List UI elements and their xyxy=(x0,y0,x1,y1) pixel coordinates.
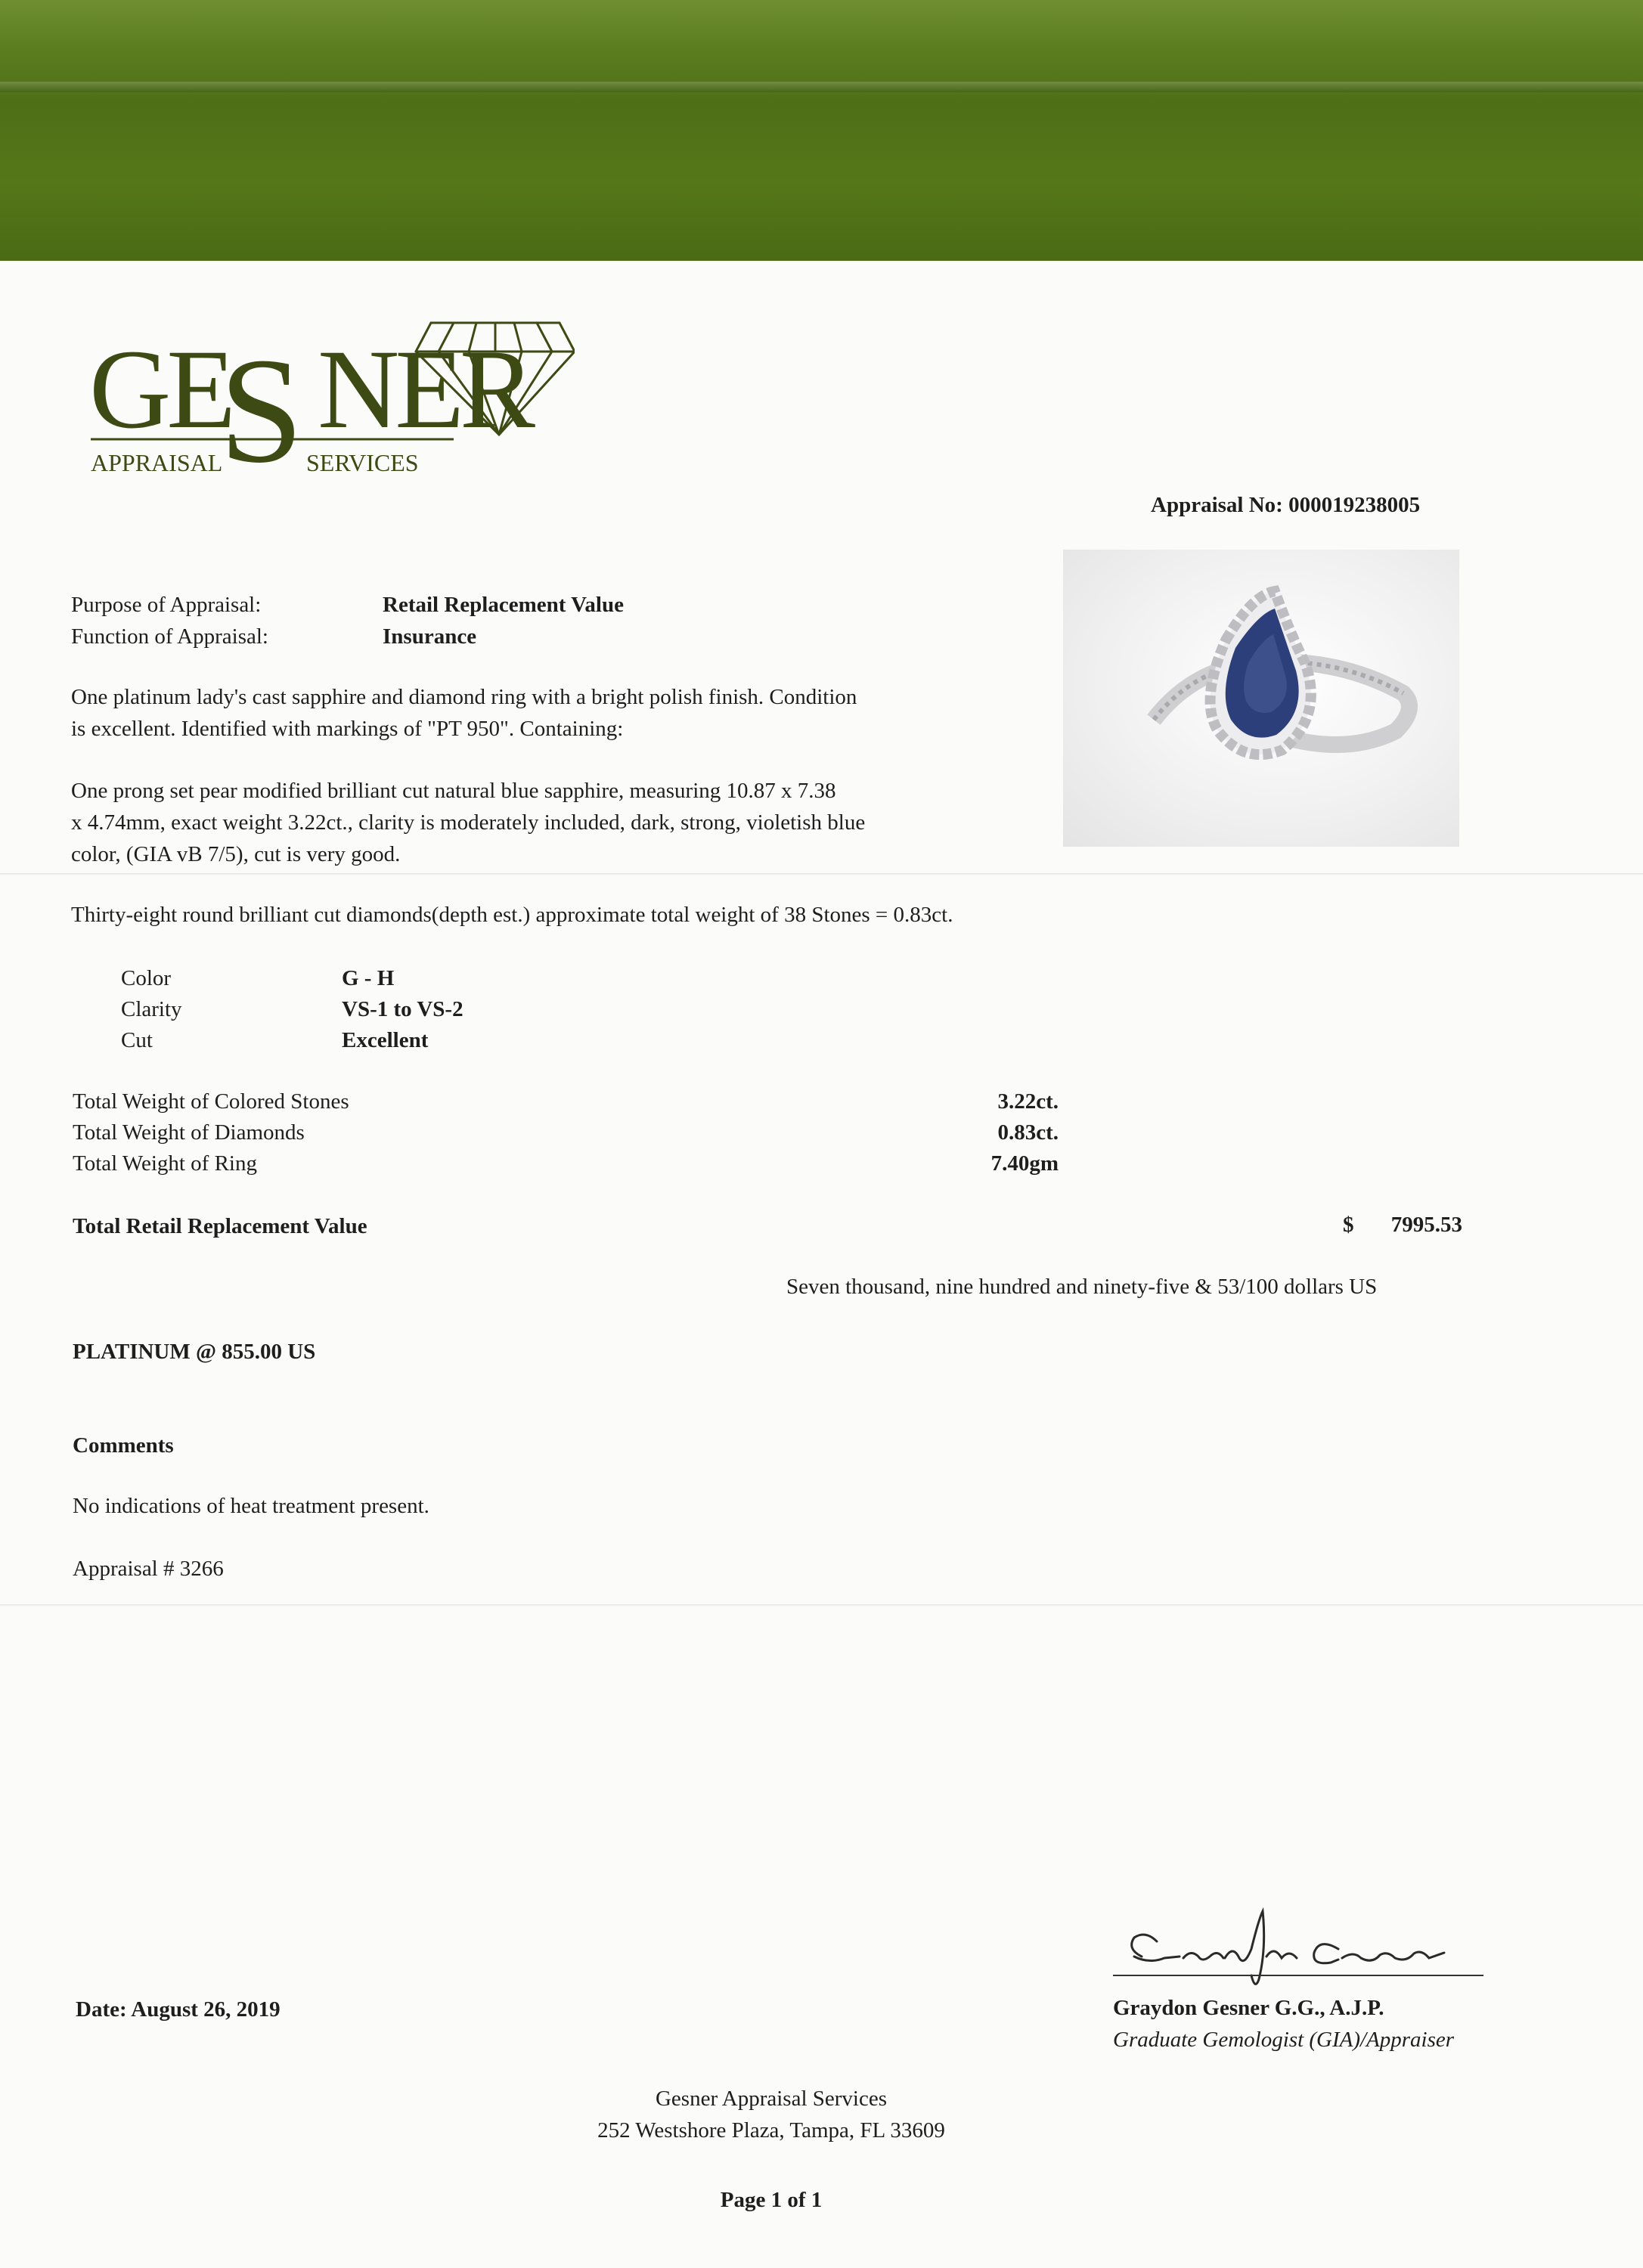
diamonds-description: Thirty-eight round brilliant cut diamonds(depth est.) approximate total weight of 38 Stones = 0.83ct. xyxy=(71,903,953,927)
appraisal-number xyxy=(1151,490,1420,520)
logo-services: SERVICES xyxy=(306,449,419,476)
weight-value: 3.22ct. xyxy=(997,1089,1059,1114)
platinum-price: PLATINUM @ 855.00 US xyxy=(73,1340,316,1364)
folder-background xyxy=(0,0,1643,261)
logo-ner: NER xyxy=(318,327,531,452)
grade-value: Excellent xyxy=(342,1028,429,1052)
function-label: Function of Appraisal: xyxy=(71,624,268,649)
weight-label: Total Weight of Colored Stones xyxy=(73,1089,349,1114)
signature-line xyxy=(1113,1975,1483,1976)
grade-value: VS-1 to VS-2 xyxy=(342,997,463,1021)
ring-description-line: is excellent. Identified with markings of "PT 950". Containing: xyxy=(71,717,624,741)
handwritten-signature xyxy=(1111,1904,1490,1994)
appraiser-title: Graduate Gemologist (GIA)/Appraiser xyxy=(1113,2028,1455,2052)
purpose-value: Retail Replacement Value xyxy=(383,593,624,617)
weight-label: Total Weight of Ring xyxy=(73,1151,257,1176)
paper-fold-line xyxy=(0,1604,1643,1606)
total-currency: $ xyxy=(1343,1213,1354,1237)
gesner-logo xyxy=(76,306,575,495)
total-value-label: Total Retail Replacement Value xyxy=(73,1214,367,1238)
logo-ge: GE xyxy=(89,327,231,452)
appraisal-date: Date: August 26, 2019 xyxy=(76,1997,281,2022)
weight-value: 0.83ct. xyxy=(997,1120,1059,1145)
comments-text: No indications of heat treatment present. xyxy=(73,1494,429,1518)
sapphire-description-line: x 4.74mm, exact weight 3.22ct., clarity is moderately included, dark, strong, violetish blue xyxy=(71,810,866,835)
ring-photo xyxy=(1063,550,1459,847)
logo-s: S xyxy=(219,327,304,494)
grade-value: G - H xyxy=(342,966,395,990)
appraisal-number-label: Appraisal No: xyxy=(1151,493,1283,517)
paper-fold-line xyxy=(0,873,1643,875)
appraiser-name: Graydon Gesner G.G., A.J.P. xyxy=(1113,1996,1384,2020)
comments-heading: Comments xyxy=(73,1433,174,1458)
weight-value: 7.40gm xyxy=(990,1151,1059,1176)
appraisal-number-line: Appraisal # 3266 xyxy=(73,1557,224,1581)
total-amount: 7995.53 xyxy=(1390,1213,1462,1237)
total-in-words: Seven thousand, nine hundred and ninety-five & 53/100 dollars US xyxy=(786,1275,1378,1299)
page-number: Page 1 of 1 xyxy=(720,2188,823,2212)
logo-appraisal: APPRAISAL xyxy=(91,449,223,476)
function-value: Insurance xyxy=(383,624,477,649)
weight-label: Total Weight of Diamonds xyxy=(73,1120,305,1145)
sapphire-description-line: One prong set pear modified brilliant cut natural blue sapphire, measuring 10.87 x 7.38 xyxy=(71,779,836,803)
ring-image xyxy=(1063,550,1459,847)
footer-address: 252 Westshore Plaza, Tampa, FL 33609 xyxy=(597,2118,945,2143)
folder-crease xyxy=(0,82,1643,92)
grade-label: Cut xyxy=(121,1028,153,1052)
sapphire-description-line: color, (GIA vB 7/5), cut is very good. xyxy=(71,842,401,866)
ring-description-line: One platinum lady's cast sapphire and diamond ring with a bright polish finish. Condition xyxy=(71,685,857,709)
footer-company: Gesner Appraisal Services xyxy=(655,2087,887,2111)
appraisal-number-value: 000019238005 xyxy=(1288,493,1421,517)
purpose-label: Purpose of Appraisal: xyxy=(71,593,262,617)
grade-label: Clarity xyxy=(121,997,182,1021)
grade-label: Color xyxy=(121,966,172,990)
